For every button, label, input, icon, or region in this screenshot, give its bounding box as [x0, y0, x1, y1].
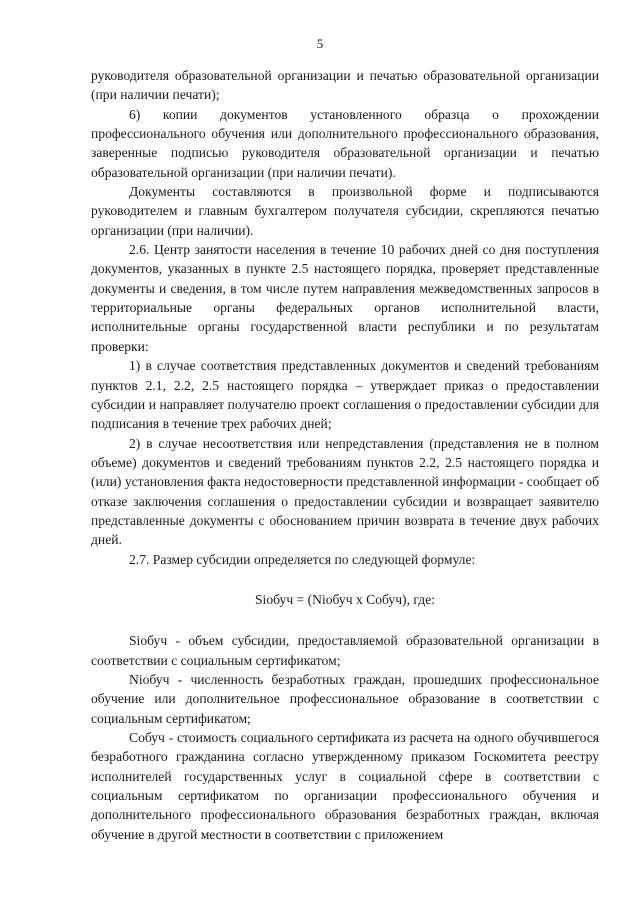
paragraph-case-2: 2) в случае несоответствия или непредставления (представления не в полном объеме) документов и сведений требованиям пунктов 2.2, 2.5 настоящего порядка и (или) установления факта недостоверности представленной информации - сообщает об отказе заключения соглашения о предоставлении субсидии и возвращает заявителю представленные документы с обоснованием причин возврата в течение двух рабочих дней.: [91, 435, 599, 548]
paragraph-item-6: 6) копии документов установленного образца о прохождении профессионального обучения или дополнительного профессионального образования, заверенные подписью руководителя образовательной организации и печатью образовательной организации (при наличии печати).: [91, 106, 599, 180]
definition-ni: Niобуч - численность безработных граждан, прошедших профессиональное обучение или дополнительное профессиональное образование в соответствии с социальным сертификатом;: [91, 671, 599, 726]
definition-si: Siобуч - объем субсидии, предоставляемой образовательной организации в соответствии с социальным сертификатом;: [91, 633, 599, 668]
document-body: [91, 66, 599, 844]
paragraph-2-6: 2.6. Центр занятости населения в течение 10 рабочих дней со дня поступления документов, указанных в пункте 2.5 настоящего порядка, проверяет представленные документы и сведения, в том числе путем направления межведомственных запросов в территориальные органы федеральных органов исполнительной власти, исполнительные органы государственной власти республики и по результатам проверки:: [91, 242, 599, 354]
page-number: 5: [316, 36, 324, 51]
definition-cost: Собуч - стоимость социального сертификата из расчета на одного обучившегося безработного гражданина согласно утвержденному приказом Госкомитета реестру исполнителей государственных услуг в социальной сфере в соответствии с социальным сертификатом по организации профессионального обучения и дополнительного профессионального образования безработных граждан, включая обучение в другой местности в соответствии с приложением: [91, 730, 599, 842]
paragraph-continuation: руководителя образовательной организации и печатью образовательной организации (при наличии печати);: [91, 68, 599, 103]
paragraph-case-1: 1) в случае соответствия представленных документов и сведений требованиям пунктов 2.1, 2.2, 2.5 настоящего порядка – утверждает приказ о предоставлении субсидии и направляет получателю проект соглашения о предоставлении субсидии для подписания в течение трех рабочих дней;: [91, 358, 599, 432]
subsidy-formula: Siобуч = (Niобуч x Собуч), где:: [254, 591, 436, 607]
paragraph-2-7: 2.7. Размер субсидии определяется по следующей формуле:: [129, 551, 476, 567]
paragraph-documents-form: Документы составляются в произвольной форме и подписываются руководителем и главным бухгалтером получателя субсидии, скрепляются печатью организации (при наличии).: [91, 184, 599, 238]
